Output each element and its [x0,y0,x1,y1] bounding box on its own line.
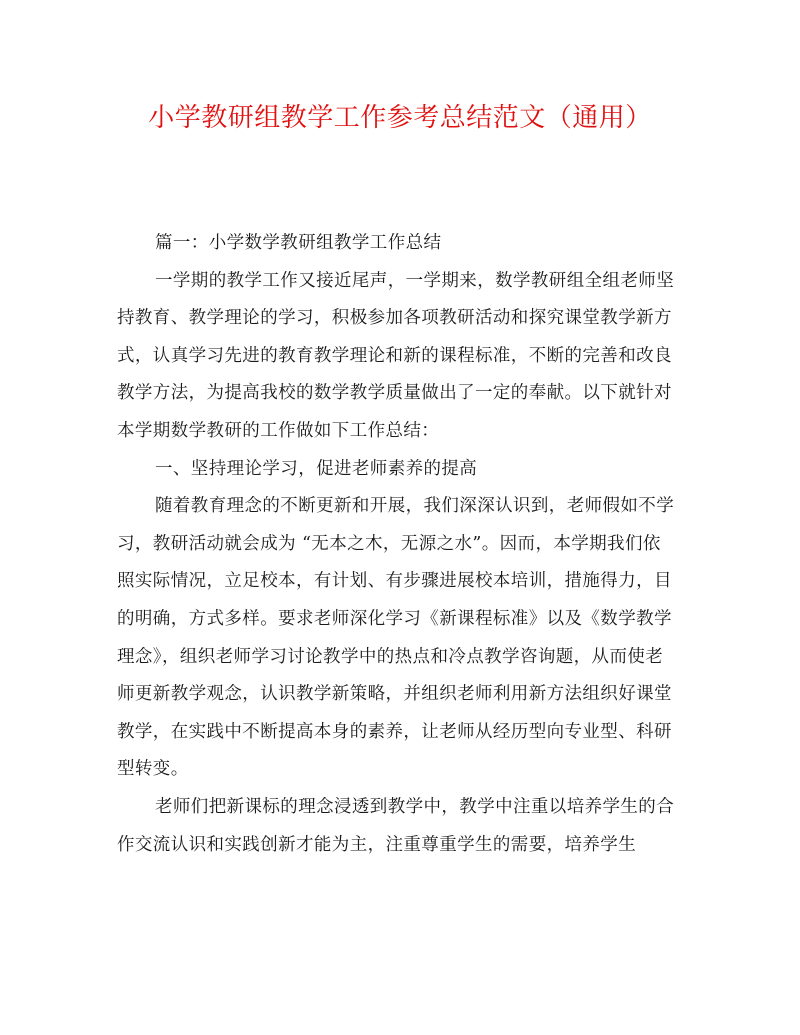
paragraph: 老师们把新课标的理念浸透到教学中，教学中注重以培养学生的合作交流认识和实践创新才能为主，注重尊重学生的需要，培养学生 [117,796,675,855]
document-body [117,225,675,864]
section-heading: 篇一：小学数学教研组教学工作总结 [155,233,442,253]
document-title: 小学教研组教学工作参考总结范文（通用） [148,103,652,133]
section-heading: 一、坚持理论学习，促进老师素养的提高 [155,458,478,479]
paragraph: 一学期的教学工作又接近尾声，一学期来，数学教研组全组老师坚持教育、教学理论的学习，积极参加各项教研活动和探究课堂教学新方式，认真学习先进的教育教学理论和新的课程标准，不断的完善和改良教学方法，为提高我校的数学教学质量做出了一定的奉献。以下就针对本学期数学教研的工作做如下工作总结： [117,270,675,441]
paragraph: 随着教育理念的不断更新和开展，我们深深认识到，老师假如不学习，教研活动就会成为 “无本之木，无源之水”。因而，本学期我们依照实际情况，立足校本，有计划、有步骤进展校本培训，措施得力，目的明确，方式多样。要求老师深化学习《新课程标准》以及《数学教学理念》，组织老师学习讨论教学中的热点和冷点教学咨询题，从而使老师更新教学观念，认识教学新策略，并组织老师利用新方法组织好课堂教学，在实践中不断提高本身的素养，让老师从经历型向专业型、科研型转变。 [117,496,675,780]
